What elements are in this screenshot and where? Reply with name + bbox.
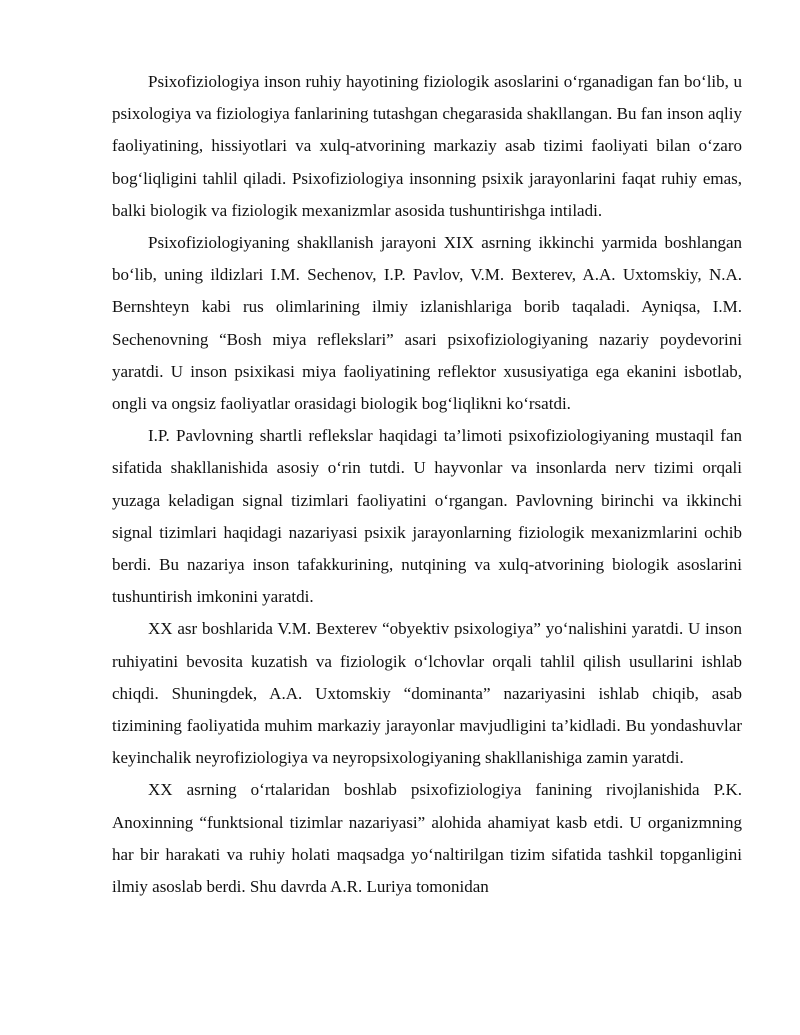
- paragraph-1: Psixofiziologiya inson ruhiy hayotining fiziologik asoslarini o‘rganadigan fan bo‘lib, u psixologiya va fiziologiya fanlarining tutashgan chegarasida shakllangan. Bu fan inson aqliy faoliyatining, hissiyotlari va xulq-atvorining markaziy asab tizimi faoliyati bilan o‘zaro bog‘liqligini tahlil qiladi. Psixofiziologiya insonning psixik jarayonlarini faqat ruhiy emas, balki biologik va fiziologik mexanizmlar asosida tushuntirishga intiladi.: [112, 72, 742, 220]
- document-page: [112, 66, 742, 903]
- paragraph-4: XX asr boshlarida V.M. Bexterev “obyektiv psixologiya” yo‘nalishini yaratdi. U inson ruhiyatini bevosita kuzatish va fiziologik o‘lchovlar orqali tahlil qilish usullarini ishlab chiqdi. Shuningdek, A.A. Uxtomskiy “dominanta” nazariyasini ishlab chiqib, asab tizimining faoliyatida muhim markaziy jarayonlar mavjudligini ta’kidladi. Bu yondashuvlar keyinchalik neyrofiziologiya va neyropsixologiyaning shakllanishiga zamin yaratdi.: [112, 619, 742, 768]
- paragraph-3: I.P. Pavlovning shartli reflekslar haqidagi ta’limoti psixofiziologiyaning mustaqil fan sifatida shakllanishida asosiy o‘rin tutdi. U hayvonlar va insonlarda nerv tizimi orqali yuzaga keladigan signal tizimlari faoliyatini o‘rgangan. Pavlovning birinchi va ikkinchi signal tizimlari haqidagi nazariyasi psixik jarayonlarning fiziologik mexanizmlarini ochib berdi. Bu nazariya inson tafakkurining, nutqining va xulq-atvorining biologik asoslarini tushuntirish imkonini yaratdi.: [112, 426, 742, 607]
- paragraph-2: Psixofiziologiyaning shakllanish jarayoni XIX asrning ikkinchi yarmida boshlangan bo‘lib, uning ildizlari I.M. Sechenov, I.P. Pavlov, V.M. Bexterev, A.A. Uxtomskiy, N.A. Bernshteyn kabi rus olimlarining ilmiy izlanishlariga borib taqaladi. Ayniqsa, I.M. Sechenovning “Bosh miya reflekslari” asari psixofiziologiyaning nazariy poydevorini yaratdi. U inson psixikasi miya faoliyatining reflektor xususiyatiga ega ekanini isbotlab, ongli va ongsiz faoliyatlar orasidagi biologik bog‘liqlikni ko‘rsatdi.: [112, 233, 742, 414]
- paragraph-5: XX asrning o‘rtalaridan boshlab psixofiziologiya fanining rivojlanishida P.K. Anoxinning “funktsional tizimlar nazariyasi” alohida ahamiyat kasb etdi. U organizmning har bir harakati va ruhiy holati maqsadga yo‘naltirilgan tizim sifatida tashkil topganligini ilmiy asoslab berdi. Shu davrda A.R. Luriya tomonidan: [112, 780, 742, 897]
